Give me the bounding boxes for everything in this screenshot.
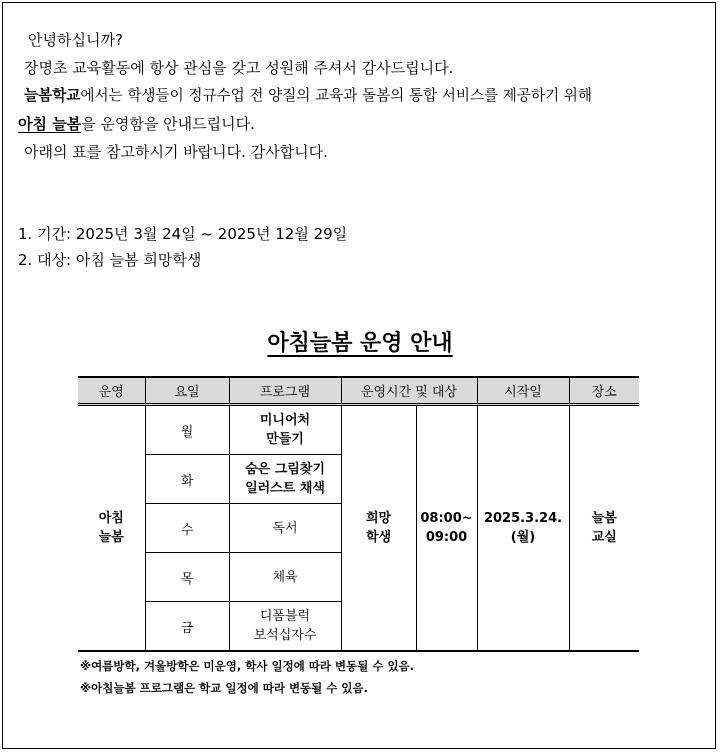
schedule-title: 아침늘봄 운영 안내 — [267, 331, 453, 356]
greeting: 안녕하십니까? — [28, 31, 123, 49]
neulbom-school-label: 늘봄학교 — [24, 87, 81, 104]
intro-line-text: 에서는 학생들이 정규수업 전 양질의 교육과 돌봄의 통합 서비스를 제공하기 위해 — [80, 87, 593, 104]
day-cell: 금 — [145, 602, 229, 652]
day-cell: 수 — [145, 504, 229, 553]
header-day: 요일 — [145, 377, 229, 405]
morning-care-label: 아침 늘봄 — [18, 115, 82, 133]
period-item: 1. 기간: 2025년 3월 24일 ~ 2025년 12월 29일 — [18, 225, 348, 243]
program-cell: 디폼블럭 보석십자수 — [229, 602, 341, 652]
note-vacation: ※여름방학, 겨울방학은 미운영, 학사 일정에 따라 변동될 수 있음. — [80, 659, 415, 673]
program-cell: 숨은 그림찾기 일러스트 채색 — [229, 455, 341, 504]
intro-line — [24, 86, 592, 106]
morning-care-text: 을 운영함을 안내드립니다. — [81, 115, 255, 133]
day-cell: 목 — [145, 553, 229, 602]
table-row — [78, 405, 639, 455]
start-date-cell: 2025.3.24. (월) — [477, 405, 569, 652]
operation-cell: 아침 늘봄 — [78, 405, 145, 652]
closing-text: 아래의 표를 참고하시기 바랍니다. 감사합니다. — [24, 143, 328, 161]
target-item: 2. 대상: 아침 늘봄 희망학생 — [18, 251, 202, 269]
morning-care-line — [18, 114, 255, 134]
note-program: ※아침늘봄 프로그램은 학교 일정에 따라 변동될 수 있음. — [80, 681, 368, 695]
schedule-table — [78, 376, 639, 652]
program-cell: 미니어처 만들기 — [229, 405, 341, 455]
header-time-target: 운영시간 및 대상 — [341, 377, 477, 405]
program-cell: 독서 — [229, 504, 341, 553]
day-cell: 화 — [145, 455, 229, 504]
thanks-text: 장명초 교육활동에 항상 관심을 갖고 성원해 주셔서 감사드립니다. — [24, 59, 454, 77]
day-cell: 월 — [145, 405, 229, 455]
place-cell: 늘봄 교실 — [569, 405, 639, 652]
time-cell: 08:00~ 09:00 — [416, 405, 477, 652]
table-header-row — [78, 377, 639, 405]
header-place: 장소 — [569, 377, 639, 405]
program-cell: 체육 — [229, 553, 341, 602]
header-program: 프로그램 — [229, 377, 341, 405]
target-cell: 희망 학생 — [341, 405, 416, 652]
header-operation: 운영 — [78, 377, 145, 405]
header-start-date: 시작일 — [477, 377, 569, 405]
